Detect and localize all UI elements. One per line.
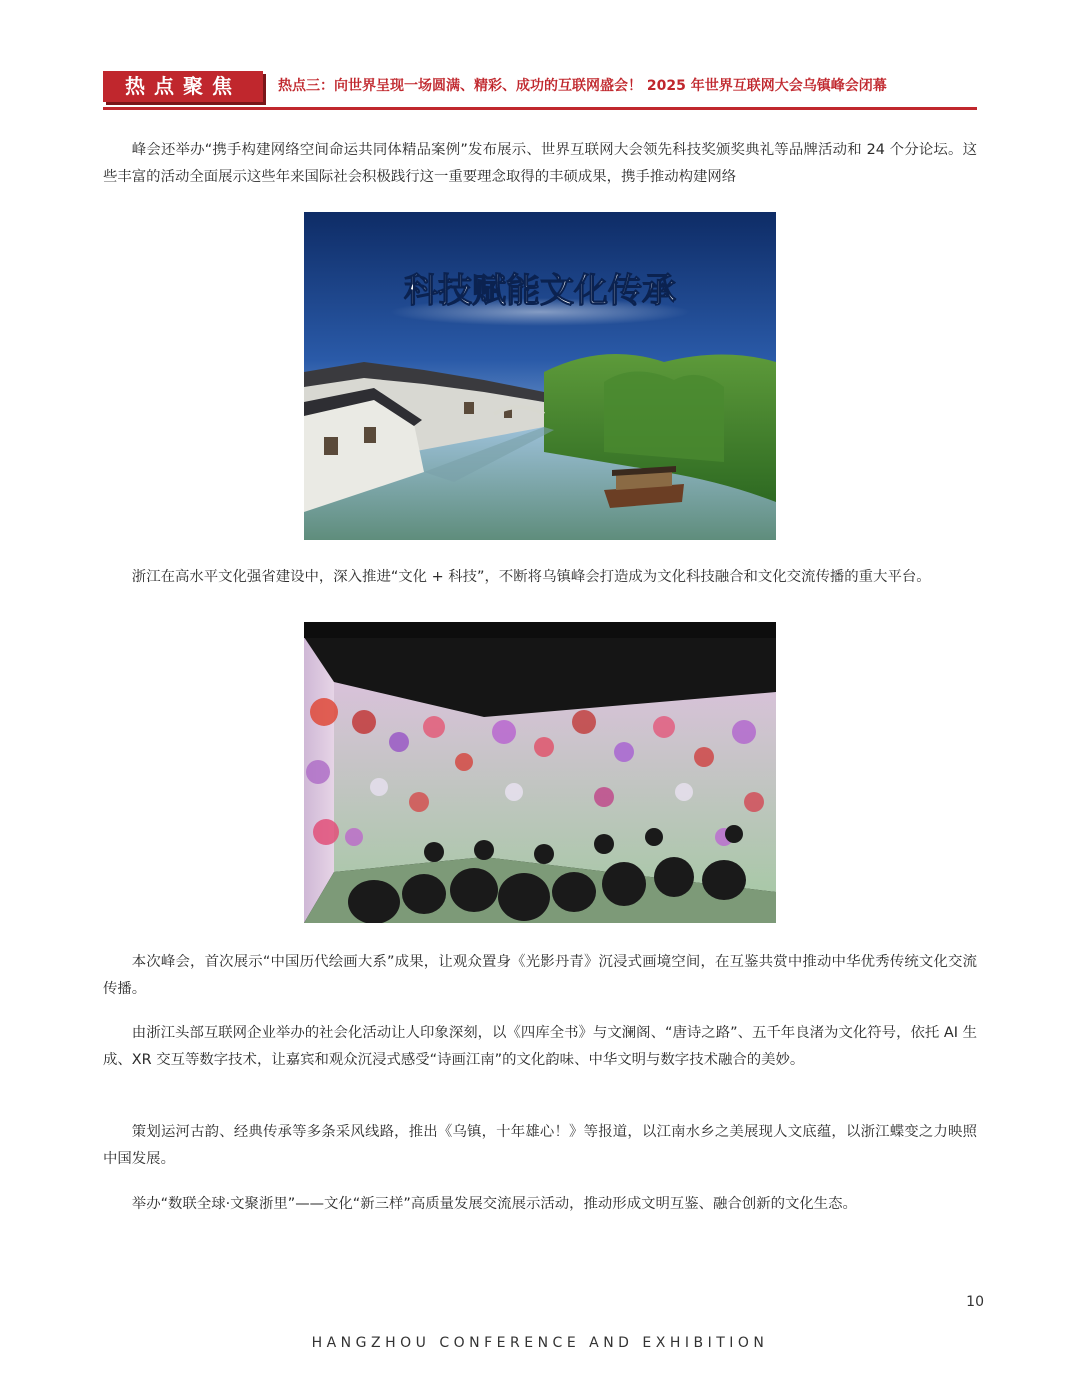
paragraph-4: 由浙江头部互联网企业举办的社会化活动让人印象深刻，以《四库全书》与文澜阁、“唐诗之路”、五千年良渚为文化符号，依托 AI 生成、XR 交互等数字技术，让嘉宾和观众沉浸式感受“诗画江南”的文化韵味、中华文明与数字技术融合的美妙。 bbox=[103, 1025, 977, 1068]
photo1-caption: 科技赋能文化传承 bbox=[404, 271, 676, 311]
paragraph-2: 浙江在高水平文化强省建设中，深入推进“文化 + 科技”，不断将乌镇峰会打造成为文化科技融合和文化交流传播的重大平台。 bbox=[131, 569, 931, 585]
page-number: 10 bbox=[966, 1294, 984, 1310]
paragraph-5: 策划运河古韵、经典传承等多条采风线路，推出《乌镇，十年雄心！》等报道，以江南水乡之美展现人文底蕴，以浙江蝶变之力映照中国发展。 bbox=[103, 1124, 977, 1167]
paragraph-3: 本次峰会，首次展示“中国历代绘画大系”成果，让观众置身《光影丹青》沉浸式画境空间，在互鉴共赏中推动中华优秀传统文化交流传播。 bbox=[103, 954, 977, 997]
paragraph-1: 峰会还举办“携手构建网络空间命运共同体精品案例”发布展示、世界互联网大会领先科技奖颁奖典礼等品牌活动和 24 个分论坛。这些丰富的活动全面展示这些年来国际社会积极践行这一重要理念取得的丰硕成果，携手推动构建网络 bbox=[103, 142, 977, 185]
article-headline: 热点三：向世界呈现一场圆满、精彩、成功的互联网盛会！ 2025 年世界互联网大会乌镇峰会闭幕 bbox=[278, 78, 887, 94]
page-header bbox=[103, 71, 977, 113]
section-tag: 热点聚焦 bbox=[103, 71, 263, 102]
paragraph-6: 举办“数联全球·文聚浙里”——文化“新三样”高质量发展交流展示活动，推动形成文明互鉴、融合创新的文化生态。 bbox=[131, 1196, 857, 1212]
publication-footer: HANGZHOU CONFERENCE AND EXHIBITION bbox=[311, 1335, 769, 1351]
header-rule bbox=[103, 107, 977, 110]
immersive-exhibition-photo bbox=[304, 622, 776, 923]
water-town-photo bbox=[304, 212, 776, 540]
